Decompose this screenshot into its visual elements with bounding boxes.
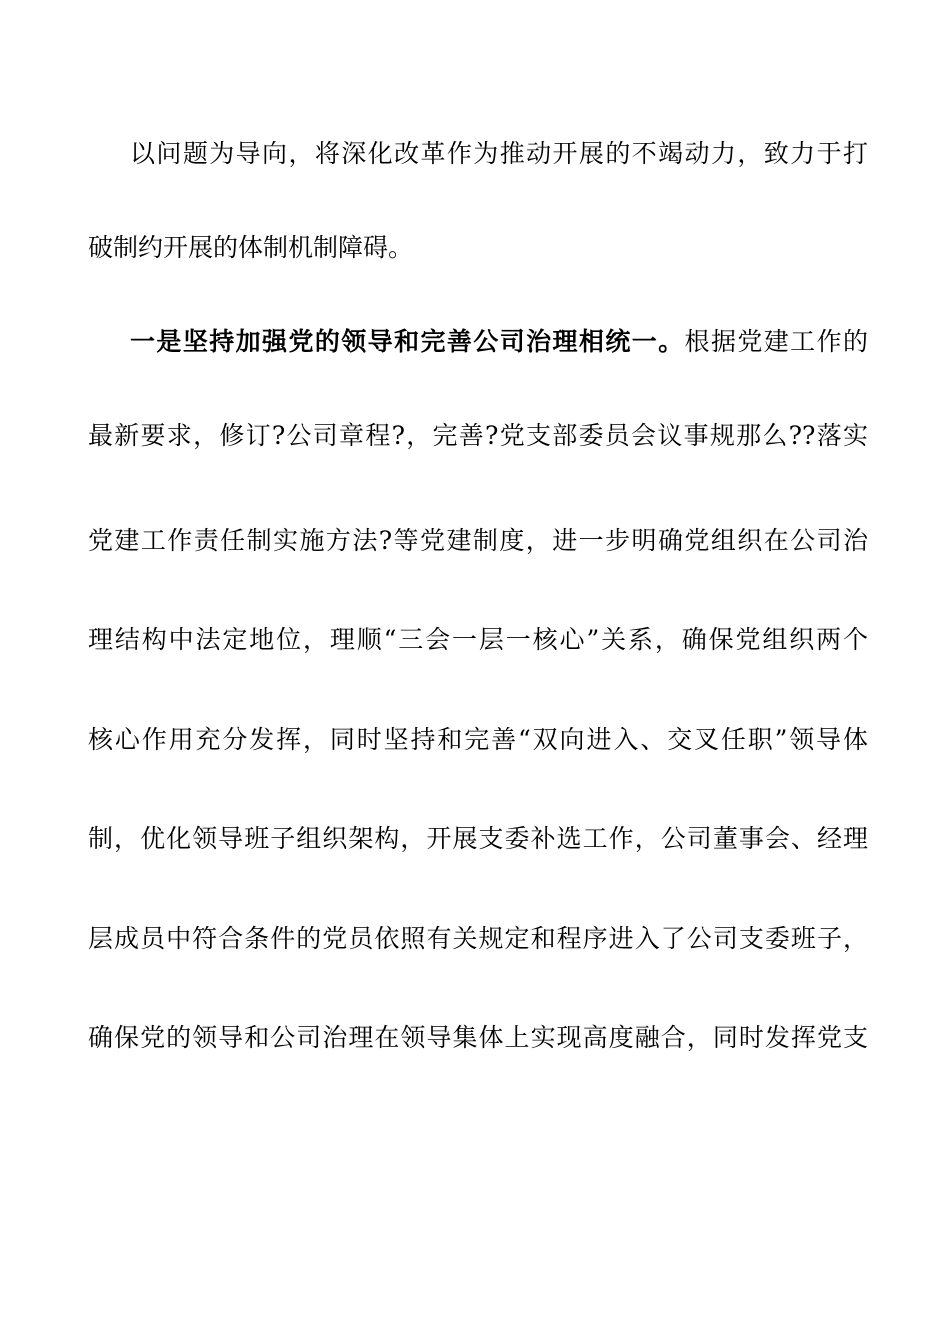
paragraph-2-line-5: 核心作用充分发挥，同时坚持和完善“双向进入、交叉任职”领导体: [88, 725, 868, 754]
paragraph-2-line-8: 确保党的领导和公司治理在领导集体上实现高度融合，同时发挥党支: [88, 1023, 868, 1052]
paragraph-1-line-2: 破制约开展的体制机制障碍。: [88, 233, 414, 262]
paragraph-2-line-6: 制，优化领导班子组织架构，开展支委补选工作，公司董事会、经理: [88, 824, 868, 853]
paragraph-2-line-2: 最新要求，修订?公司章程?，完善?党支部委员会议事规那么??落实: [88, 421, 868, 450]
paragraph-2-heading: 一是坚持加强党的领导和完善公司治理相统一。: [130, 327, 685, 356]
paragraph-2-line-3: 党建工作责任制实施方法?等党建制度，进一步明确党组织在公司治: [88, 526, 868, 555]
paragraph-2-line-7: 层成员中符合条件的党员依照有关规定和程序进入了公司支委班子，: [88, 924, 868, 953]
paragraph-2-line-1: [130, 322, 868, 362]
paragraph-1-line-1: 以问题为导向，将深化改革作为推动开展的不竭动力，致力于打: [130, 139, 868, 168]
paragraph-2-line-1-rest: 根据党建工作的: [684, 327, 868, 356]
paragraph-2-line-4: 理结构中法定地位，理顺“三会一层一核心”关系，确保党组织两个: [88, 625, 868, 654]
